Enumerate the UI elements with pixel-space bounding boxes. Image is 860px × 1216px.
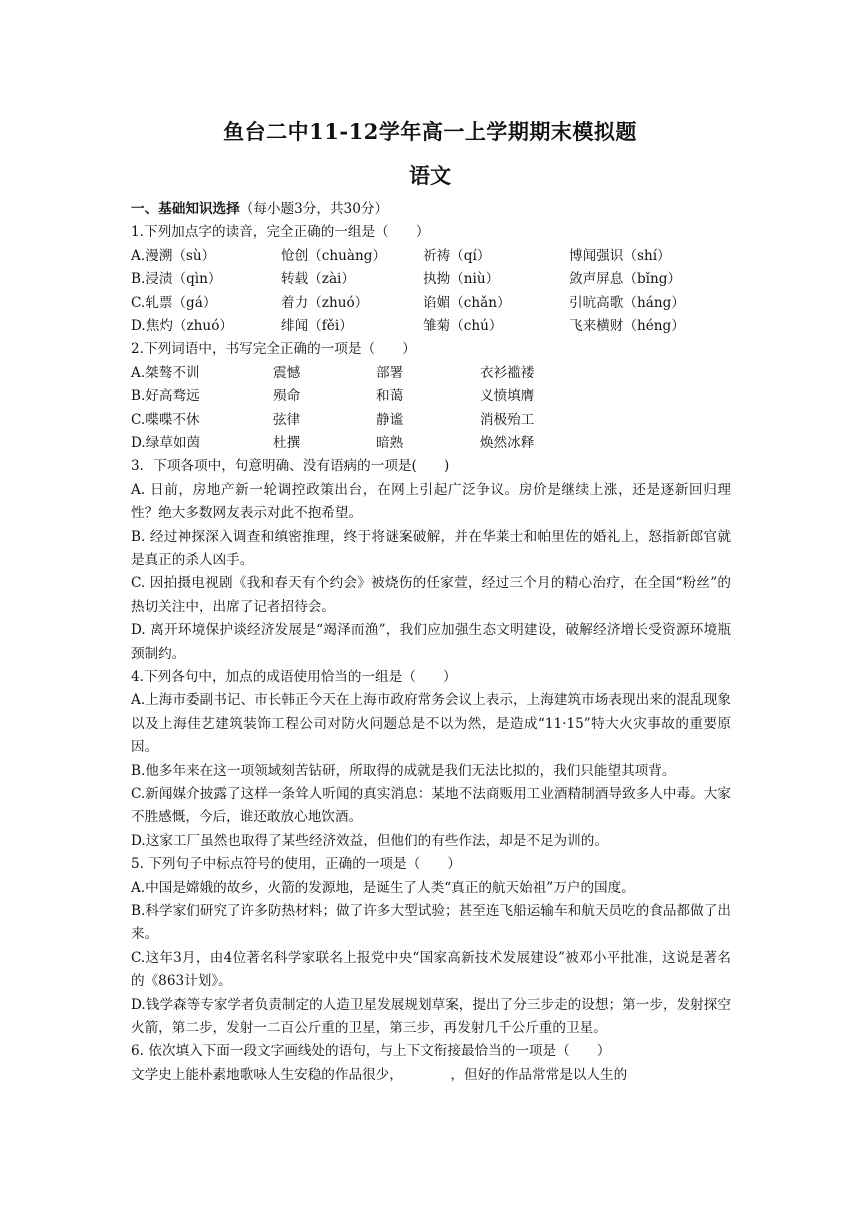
option-item: 着力（zhuó） xyxy=(281,294,369,311)
option-item: 杜撰 xyxy=(273,434,301,451)
question-6-stem: 6. 依次填入下面一段文字画线处的语句，与上下文衔接最恰当的一项是（ ） xyxy=(131,1043,611,1060)
option-item: 和蔼 xyxy=(376,388,404,405)
option-item: A.漫溯（sù） xyxy=(131,247,216,264)
option-item: C.喋喋不休 xyxy=(131,411,200,428)
option-item: C.轧票（gá） xyxy=(131,294,217,311)
option-item: 暗熟 xyxy=(376,434,404,451)
question-1-option-d xyxy=(131,315,731,338)
subject-title: 语文 xyxy=(409,163,451,188)
option-item: 部署 xyxy=(376,364,404,381)
section-note: （每小题3分，共30分） xyxy=(239,201,389,217)
option-item: 祈祷（qí） xyxy=(423,247,491,264)
question-1-stem: 1.下列加点字的读音，完全正确的一组是（ ） xyxy=(131,224,430,241)
question-1-option-b xyxy=(131,268,731,291)
question-2-option-d xyxy=(131,432,731,455)
question-2-option-b xyxy=(131,385,731,408)
option-item: 绯闻（fěi） xyxy=(281,317,353,334)
option-item: D.焦灼（zhuó） xyxy=(131,317,233,334)
option-item: 引吭高歌（háng） xyxy=(569,294,685,311)
option-item: 执拗（niù） xyxy=(423,271,500,288)
option-item: 飞来横财（héng） xyxy=(569,317,685,334)
option-item: D.绿草如茵 xyxy=(131,434,201,451)
option-item: 焕然冰释 xyxy=(480,434,535,451)
option-item: A.桀骜不训 xyxy=(131,364,200,381)
question-2-stem: 2.下列词语中，书写完全正确的一项是（ ） xyxy=(131,341,416,358)
option-item: 博闻强识（shí） xyxy=(569,247,671,264)
option-item: 雏菊（chú） xyxy=(423,317,503,334)
question-5-option-b: B.科学家们研究了许多防热材料；做了许多大型试验；甚至连飞船运输车和航天员吃的食品都做了出来。 xyxy=(131,902,731,943)
option-item: B.浸渍（qìn） xyxy=(131,271,222,288)
option-item: 怆创（chuàng） xyxy=(281,247,387,264)
option-item: 消极殆工 xyxy=(480,411,535,428)
question-1-option-c xyxy=(131,292,731,315)
document-title: 鱼台二中11-12学年高一上学期期末模拟题 xyxy=(223,119,637,144)
option-item: B.好高骛远 xyxy=(131,388,200,405)
question-3-option-b: B. 经过神探深入调查和缜密推理，终于将谜案破解，并在华莱士和帕里佐的婚礼上，怒指新郎官就是真正的杀人凶手。 xyxy=(131,528,731,568)
section-heading xyxy=(131,198,731,221)
question-2-option-a xyxy=(131,362,731,385)
question-6-passage: 文学史上能朴素地歌咏人生安稳的作品很少， ，但好的作品常常是以人生的 xyxy=(131,1066,628,1083)
question-2-option-c xyxy=(131,409,731,432)
option-item: 殒命 xyxy=(273,388,301,405)
option-item: 震憾 xyxy=(273,364,301,381)
question-4-option-b: B.他多年来在这一项领域刻苦钻研，所取得的成就是我们无法比拟的，我们只能望其项背。 xyxy=(131,762,676,779)
question-4-option-d: D.这家工厂虽然也取得了某些经济效益，但他们的有些作法，却是不足为训的。 xyxy=(131,832,608,849)
question-5-option-d: D.钱学森等专家学者负责制定的人造卫星发展规划草案，提出了分三步走的设想；第一步，发射探空火箭，第二步，发射一二百公斤重的卫星，第三步，再发射几千公斤重的卫星。 xyxy=(131,996,731,1036)
question-5-option-a: A.中国是嫦娥的故乡，火箭的发源地，是诞生了人类“真正的航天始祖”万户的国度。 xyxy=(131,879,635,896)
section-title: 一、基础知识选择 xyxy=(131,201,240,217)
option-item: 静谧 xyxy=(376,411,404,428)
option-item: 转载（zài） xyxy=(281,271,355,288)
exam-content xyxy=(131,198,731,1087)
question-5-option-c: C.这年3月，由4位著名科学家联名上报党中央“国家高新技术发展建设”被邓小平批准，这说是著名的《863计划》。 xyxy=(131,949,731,990)
question-5-stem: 5. 下列句子中标点符号的使用，正确的一项是（ ） xyxy=(131,856,461,873)
option-item: 弦律 xyxy=(273,411,301,428)
option-item: 敛声屏息（bǐng） xyxy=(569,271,682,288)
question-3-option-c: C. 因拍摄电视剧《我和春天有个约会》被烧伤的任家萱，经过三个月的精心治疗，在全国“粉丝”的热切关注中，出席了记者招待会。 xyxy=(131,575,731,615)
question-3-option-a: A. 日前，房地产新一轮调控政策出台，在网上引起广泛争议。房价是继续上涨，还是逐新回归理性？绝大多数网友表示对此不抱希望。 xyxy=(131,481,731,522)
option-item: 衣衫褴褛 xyxy=(480,364,535,381)
question-4-option-a: A.上海市委副书记、市长韩正今天在上海市政府常务会议上表示，上海建筑市场表现出来的混乱现象以及上海佳艺建筑装饰工程公司对防火问题总是不以为然，是造成“11·15”特大火灾事故的重要原因。 xyxy=(131,692,731,756)
question-1-option-a xyxy=(131,245,731,268)
question-3-stem: 3．下项各项中，句意明确、没有语病的一项是( ) xyxy=(131,458,450,475)
question-4-stem: 4.下列各句中，加点的成语使用恰当的一组是（ ） xyxy=(131,668,457,685)
option-item: 谄媚（chǎn） xyxy=(423,294,511,311)
question-3-option-d: D. 离开环境保护谈经济发展是“竭泽而渔”，我们应加强生态文明建设，破解经济增长受资源环境瓶颈制约。 xyxy=(131,622,731,662)
question-4-option-c: C.新闻媒介披露了这样一条耸人听闻的真实消息：某地不法商贩用工业酒精制酒导致多人中毒。大家不胜感慨，今后，谁还敢放心地饮酒。 xyxy=(131,785,731,826)
option-item: 义愤填膺 xyxy=(480,388,535,405)
